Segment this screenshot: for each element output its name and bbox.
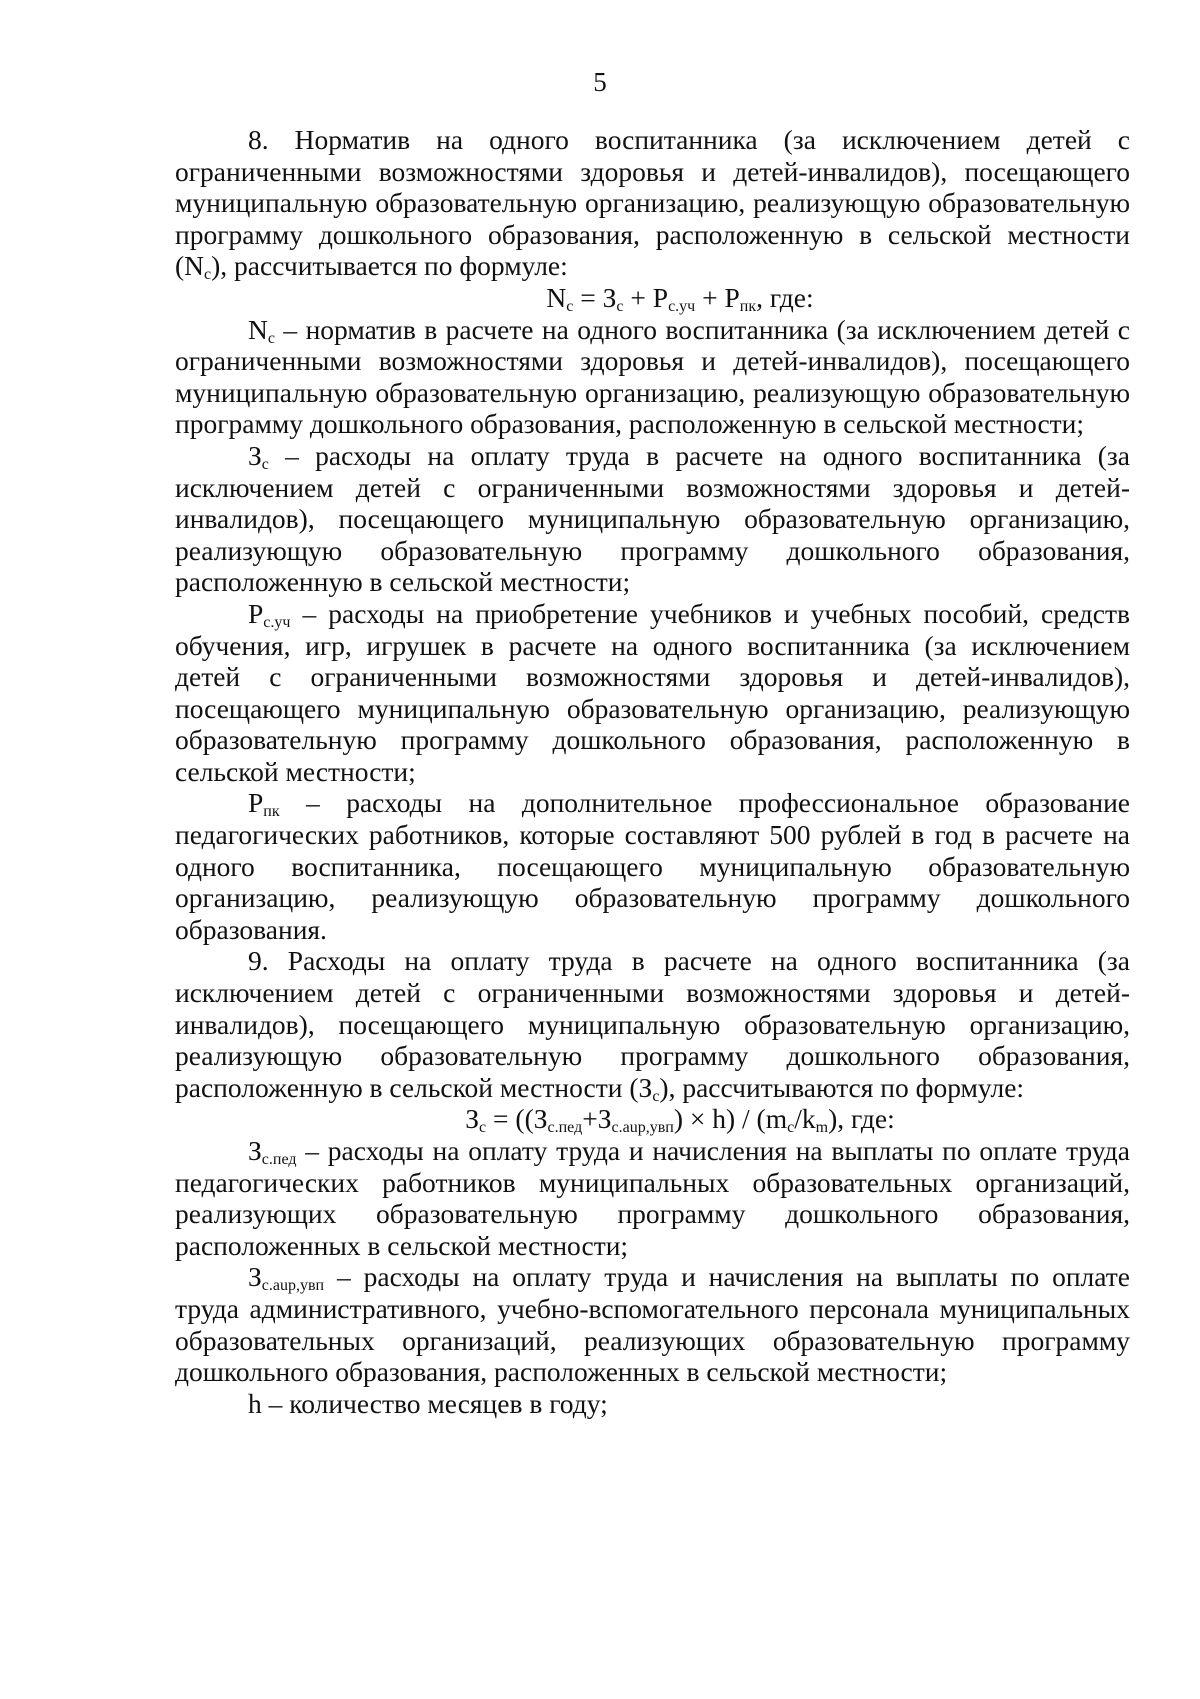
text-run: – расходы на дополнительное профессиональное образование педагогических работников, которые составляют 500 рублей в год в расчете на одного воспитанника, посещающего муниципальную образовательную организацию, реализующую образовательную программу дошкольного образования. [175,787,1130,945]
text-run: = ((З [486,1103,548,1135]
subscript: с.аup,увп [261,1277,325,1295]
text-run: Р [248,597,264,629]
formula-1 [175,282,1130,314]
paragraph-2 [175,314,1130,440]
text-run: З [248,1135,262,1166]
subscript: с.пед [547,1119,583,1137]
subscript: с [479,1119,487,1137]
document-body [175,124,1130,1419]
paragraph-3 [175,440,1130,598]
subscript: с [652,1087,660,1105]
formula-7 [175,1103,1130,1135]
text-run: З [248,439,262,471]
page-number: 5 [593,67,607,97]
text-run: – расходы на оплату труда и начисления на выплаты по оплате труда административного, учебно-вспомогательного персонала муниципальных образовательных организаций, реализующих образовательную программу дошкольного образования, расположенных в сельской местности; [175,1261,1130,1388]
subscript: с [267,329,275,347]
text-run: +З [582,1103,612,1135]
subscript: с.уч [668,297,696,315]
paragraph-8 [175,1135,1130,1261]
subscript: с [566,297,574,315]
paragraph-5 [175,787,1130,945]
subscript: пк [739,297,757,315]
text-run: N [546,281,567,313]
paragraph-10 [175,1388,1130,1420]
text-run: h – количество месяцев в году; [248,1387,608,1419]
subscript: с [204,266,212,284]
text-run: ), рассчитывается по формуле: [211,250,568,282]
subscript: с [616,297,624,315]
text-run: , где: [756,281,814,313]
text-run: + Р [695,281,740,313]
paragraph-9 [175,1261,1130,1387]
subscript: с [261,455,269,473]
text-run: N [248,313,268,345]
text-run: 9. Расходы на оплату труда в расчете на одного воспитанника (за исключением детей с ограниченными возможностями здоровья и детей-инвалидов), посещающего муниципальную образовательную организацию, реализующую образовательную программу дошкольного образования, расположенную в сельской местности (З [175,945,1130,1103]
subscript: с [787,1119,795,1137]
text-run: – расходы на оплату труда в расчете на одного воспитанника (за исключением детей с ограниченными возможностями здоровья и детей-инвалидов), посещающего муниципальную образовательную организацию, реализующую образовательную программу дошкольного образования, расположенную в сельской местности; [175,439,1130,598]
text-run: – расходы на приобретение учебников и учебных пособий, средств обучения, игр, игрушек в расчете на одного воспитанника (за исключением детей с ограниченными возможностями здоровья и детей-инвалидов), посещающего муниципальную образовательную организацию, реализующую образовательную программу дошкольного образования, расположенную в сельской местности; [175,597,1130,787]
subscript: m [815,1119,829,1137]
text-run: ), где: [828,1103,895,1135]
subscript: с.уч [263,613,291,631]
subscript: с.пед [261,1151,297,1168]
paragraph-0 [175,124,1130,282]
text-run: ) × h) / (m [673,1103,788,1135]
text-run: = З [573,281,617,313]
text-run: – норматив в расчете на одного воспитанника (за исключением детей с ограниченными возможностями здоровья и детей-инвалидов), посещающего муниципальную образовательную организацию, реализующую образовательную программу дошкольного образования, расположенную в сельской местности; [175,313,1130,440]
text-run: Р [248,787,264,819]
subscript: пк [263,803,280,821]
text-run: /k [794,1103,816,1135]
text-run: З [465,1103,480,1135]
text-run: – расходы на оплату труда и начисления на выплаты по оплате труда педагогических работников муниципальных образовательных организаций, реализующих образовательную программу дошкольного образования, расположенных в сельской местности; [175,1135,1130,1261]
paragraph-4 [175,598,1130,788]
paragraph-6 [175,945,1130,1103]
subscript: с.аup,увп [611,1119,674,1137]
text-run: 8. Норматив на одного воспитанника (за исключением детей с ограниченными возможностями здоровья и детей-инвалидов), посещающего муниципальную образовательную организацию, реализующую образовательную программу дошкольного образования, расположенную в сельской местности (N [175,124,1130,282]
text-run: ), рассчитываются по формуле: [659,1071,1025,1103]
text-run: З [248,1261,262,1293]
text-run: + Р [623,281,669,313]
